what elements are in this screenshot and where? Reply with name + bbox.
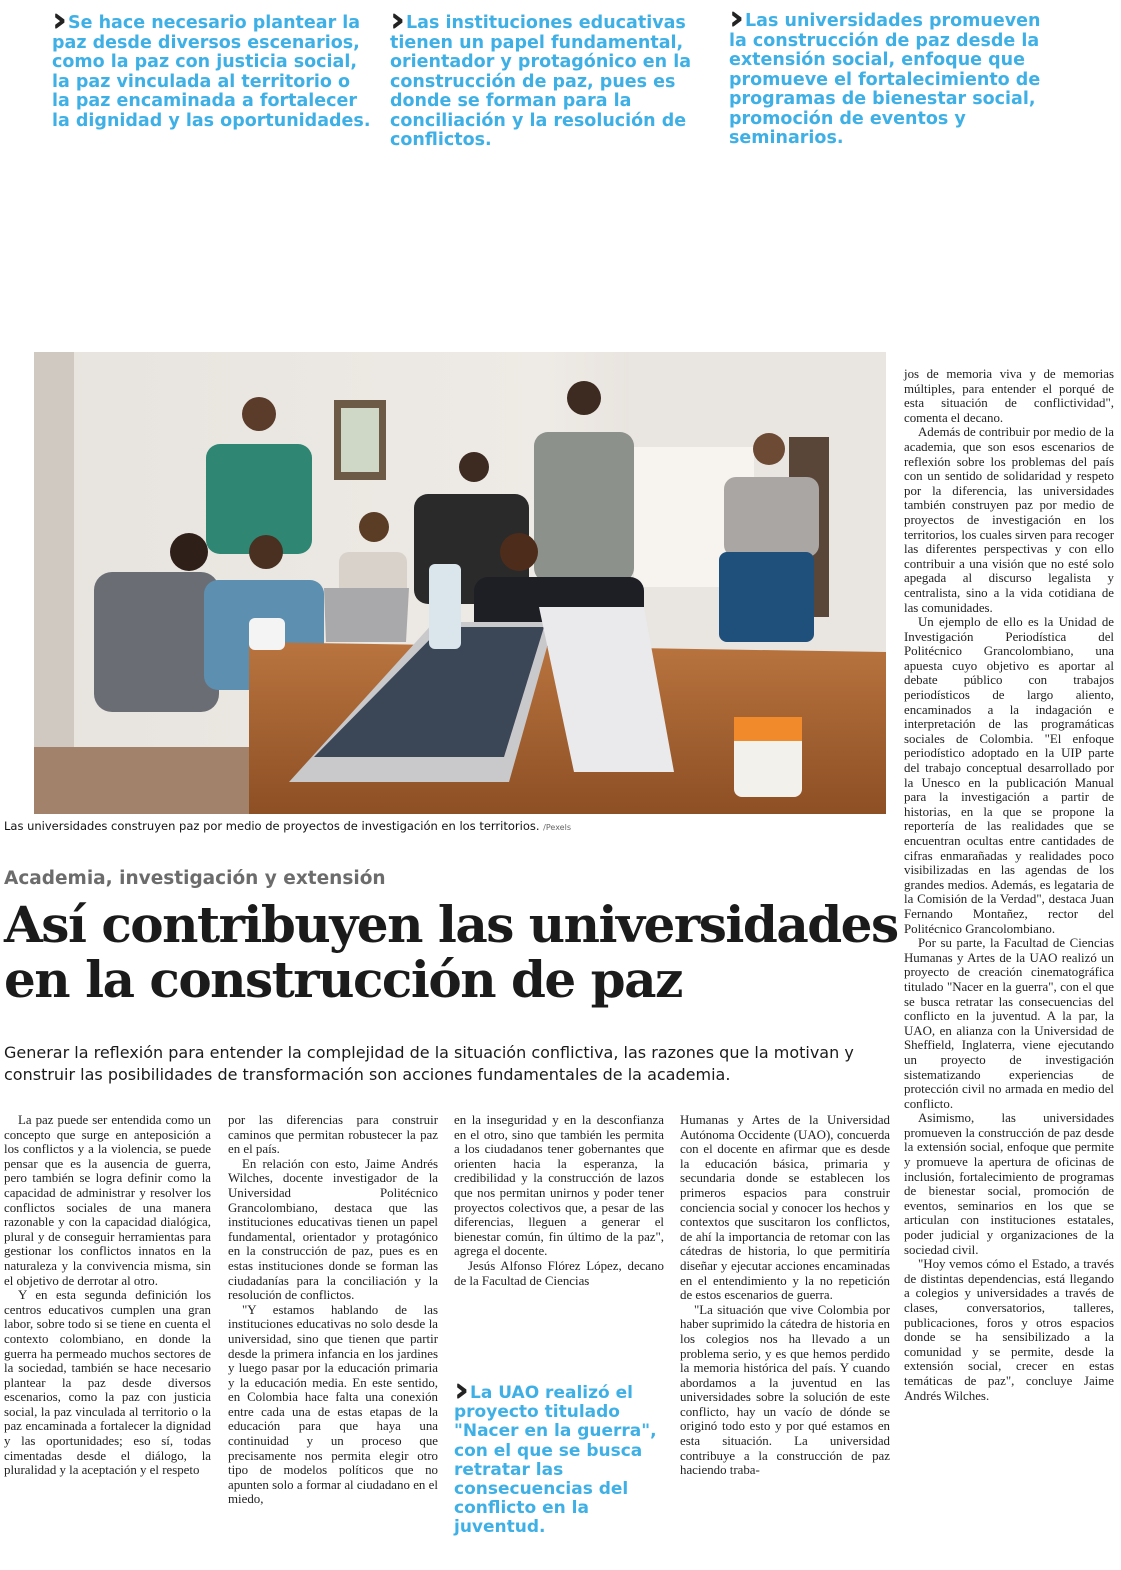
paragraph: Un ejemplo de ello es la Unidad de Investigación Periodística del Politécnico Grancolombiano, una apuesta cuyo objetivo es aportar al debate público con trabajos periodísticos de largo aliento, encaminados a la indagación e interpretación de las programáticas sociales de Colombia. "El enfoque periodístico adoptado en la UIP parte del trabajo conceptual desarrollado por la Unesco en la publicación Manual para la investigación a partir de historias, en la que se propone la reportería de las realidades que se encuentran ocultas entre cantidades de cifras enmarañadas y realidades poco visibilizadas en las agendas de los grandes medios. Además, es legataria de la Comisión de la Verdad", destaca Juan Fernando Montañez, rector del Politécnico Grancolombiano. [904,615,1114,936]
article-photo [34,352,886,814]
pull-quote-4 [454,1370,659,1538]
article-column-4 [680,1113,890,1478]
article-column-3 [454,1113,664,1288]
article-column-2 [228,1113,438,1507]
pull-quote-text: Se hace necesario plantear la paz desde diversos escenarios, como la paz con justicia social, la paz vinculada al territorio o la paz encaminada a fortalecer la dignidad y las oportunidades. [52,13,371,131]
headline [4,897,904,1007]
double-chevron-icon: ›› [52,0,55,40]
pull-quote-3 [729,0,1059,149]
paragraph: En relación con esto, Jaime Andrés Wilches, docente investigador de la Universidad Politécnico Grancolombiano, destaca que las instituciones educativas tienen un papel fundamental, orientador y protagónico en la construcción de paz, pues es en estas instituciones donde se forman las ciudadanías para la conciliación y la resolución de conflictos. [228,1156,438,1303]
article-column-5 [904,367,1114,1403]
paragraph: jos de memoria viva y de memorias múltiples, para entender el porqué de esta situación de conflictividad", comenta el decano. [904,367,1114,425]
double-chevron-icon: ›› [390,0,393,40]
headline-line-2: en la construcción de paz [4,950,682,1009]
paragraph: La paz puede ser entendida como un concepto que surge en anteposición a los conflictos y a la violencia, se puede pensar que es la ausencia de guerra, pero también se logra definir como la capacidad de administrar y resolver los conflictos sociales de una manera razonable y con la capacidad dialógica, plural y de conseguir herramientas para gestionar los conflictos innatos en la naturaleza y la convivencia misma, sin el objetivo de derrotar al otro. [4,1113,211,1288]
paragraph: Jesús Alfonso Flórez López, decano de la Facultad de Ciencias [454,1258,664,1288]
photo-credit: /Pexels [543,823,571,832]
article-column-1 [4,1113,211,1478]
paragraph: "La situación que vive Colombia por haber suprimido la cátedra de historia en los colegios nos ha llevado a un problema serio, y es que hemos perdido la memoria histórica del país. Y cuando abordamos a la juventud en las universidades sobre la solución de este conflicto, hay un vacío de dónde se originó todo esto y por qué estamos en esta situación. La universidad contribuye a la construcción de paz haciendo traba- [680,1302,890,1478]
headline-line-1: Así contribuyen las universidades [4,895,898,954]
paragraph: Asimismo, las universidades promueven la construcción de paz desde la extensión social, enfoque que permite y promueve la apertura de oficinas de inclusión, fortalecimiento de programas de bienestar social, promoción de eventos, seminarios en los que se articulan con instituciones estatales, poder judicial y organizaciones de la sociedad civil. [904,1111,1114,1257]
paragraph: "Y estamos hablando de las instituciones educativas no solo desde la universidad, sino que tienen que partir desde la primera infancia en los jardines y luego pasar por la educación primaria y la educación media. En este sentido, en Colombia hace falta una conexión entre cada una de estas etapas de la educación para que haya una continuidad y un proceso que precisamente nos permita elegir otro tipo de modelos políticos que no apunten solo a formar al ciudadano en el miedo, [228,1302,438,1507]
kicker: Academia, investigación y extensión [4,868,386,889]
paragraph: por las diferencias para construir caminos que permitan robustecer la paz en el país. [228,1113,438,1157]
paragraph: Humanas y Artes de la Universidad Autónoma Occidente (UAO), concuerda con el docente en afirmar que es desde la educación básica, primaria y secundaria donde se establecen los primeros espacios para construir conciencia social y conocer los hechos y contextos que suscitaron los conflictos, de ahí la importancia de retomar con las cátedras de historia, lo que permitiría diseñar y ejecutar acciones encaminadas en el entendimiento y la no repetición de estos escenarios de guerra. [680,1113,890,1303]
double-chevron-icon: ›› [454,1370,457,1410]
paragraph: "Hoy vemos cómo el Estado, a través de distintas dependencias, está llegando a colegios y universidades a través de clases, conversatorios, talleres, publicaciones, foros y otros espacios donde se ha sensibilizado a la comunidad y se permite, desde la extensión social, crecer en estas temáticas de paz", concluye Jaime Andrés Wilches. [904,1257,1114,1403]
paragraph: en la inseguridad y en la desconfianza en el otro, sino que también les permita a los ciudadanos tener gobernantes que orienten hacia la esperanza, la credibilidad y la construcción de lazos que nos permitan unirnos y poder tener proyectos colectivos que, a pesar de las diferencias, lleguen a generar el bienestar común, fin último de la paz", agrega el docente. [454,1113,664,1259]
photo-illustration [34,352,886,814]
paragraph: Por su parte, la Facultad de Ciencias Humanas y Artes de la UAO realizó un proyecto de creación cinematográfica titulado "Nacer en la guerra", con el que se busca retratar las consecuencias del conflicto en la juventud. A la par, la UAO, en alianza con la Universidad de Sheffield, Inglaterra, viene ejecutando un proyecto de investigación sistematizando experiencias de protección civil no armada en medio del conflicto. [904,936,1114,1111]
paragraph: Además de contribuir por medio de la academia, que son esos escenarios de reflexión sobre los problemas del país con un sentido de solidaridad y respeto por la diferencia, las universidades también construyen paz por medio de proyectos de investigación en los territorios, los cuales sirven para recoger las diferentes perspectivas y con ello contribuir a una visión que no esté solo apegada al discurso legalista y centralista, sino a la vida cotidiana de las comunidades. [904,425,1114,615]
pull-quote-text: La UAO realizó el proyecto titulado "Nacer en la guerra", con el que se busca retratar las consecuencias del conflicto en la juventud. [454,1383,657,1538]
pull-quote-text: Las instituciones educativas tienen un papel fundamental, orientador y protagónico en la construcción de paz, pues es donde se forman para la conciliación y la resolución de conflictos. [390,13,692,150]
pull-quote-2 [390,0,710,151]
lede: Generar la reflexión para entender la complejidad de la situación conflictiva, las razones que la motivan y construir las posibilidades de transformación son acciones fundamentales de la academia. [4,1043,854,1084]
pull-quote-1 [52,0,372,131]
photo-caption [4,819,894,833]
pull-quote-text: Las universidades promueven la construcción de paz desde la extensión social, enfoque que promueve el fortalecimiento de programas de bienestar social, promoción de eventos y seminarios. [729,11,1041,148]
double-chevron-icon: ›› [729,0,732,38]
paragraph: Y en esta segunda definición los centros educativos cumplen una gran labor, sobre todo si se tiene en cuenta el contexto colombiano, en donde la guerra ha permeado muchos sectores de la sociedad, también se hace necesario plantear la paz desde diversos escenarios, como la paz con justicia social, la paz vinculada al territorio o la paz encaminada a fortalecer la dignidad y las oportunidades; eso sí, todas cimentadas desde el diálogo, la pluralidad y la aceptación y el respeto [4,1288,211,1478]
caption-text: Las universidades construyen paz por medio de proyectos de investigación en los territorios. [4,819,540,833]
